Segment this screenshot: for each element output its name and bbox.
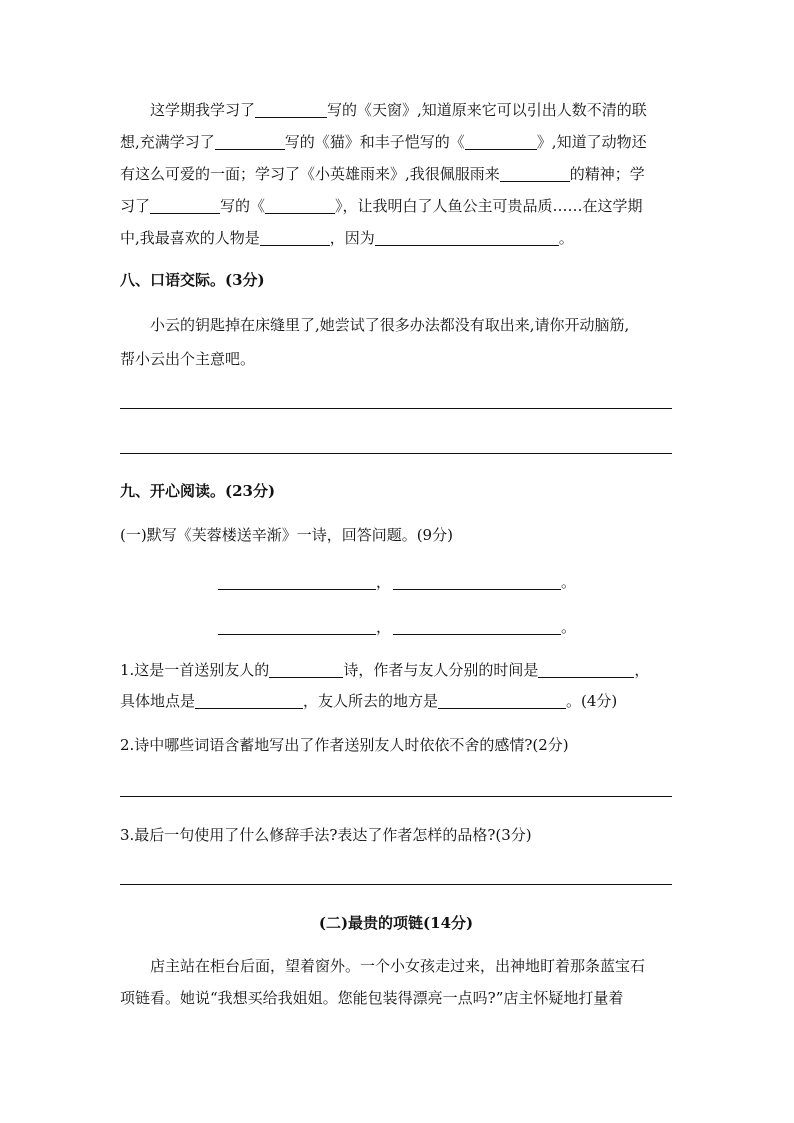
question-2: 2.诗中哪些词语含蓄地写出了作者送别友人时依依不舍的感情?(2分) [120, 736, 569, 754]
answer-blank[interactable] [215, 134, 285, 150]
story-line-1: 店主站在柜台后面，望着窗外。一个小女孩走过来，出神地盯着那条蓝宝石 [150, 957, 646, 975]
question-1-line-1: 1.这是一首送别友人的 诗，作者与友人分别的时间是 ， [120, 661, 650, 679]
fill-line-1: 这学期我学习了 写的《天窗》,知道原来它可以引出人数不清的联 [150, 101, 647, 119]
question-3: 3.最后一句使用了什么修辞手法?表达了作者怎样的品格?(3分) [120, 826, 532, 844]
answer-blank[interactable] [438, 693, 566, 709]
part-1-title: (一)默写《芙蓉楼送辛渐》一诗，回答问题。(9分) [120, 526, 453, 544]
poem-line-2: ， 。 [218, 617, 576, 637]
section-8-text-1: 小云的钥匙掉在床缝里了,她尝试了很多办法都没有取出来,请你开动脑筋, [150, 316, 630, 334]
answer-line[interactable] [120, 884, 672, 885]
fill-line-2: 想,充满学习了 写的《猫》和丰子恺写的《 》,知道了动物还 [120, 133, 647, 151]
answer-blank[interactable] [375, 230, 559, 246]
question-1-line-2: 具体地点是 ，友人所去的地方是 。(4分) [120, 692, 618, 710]
answer-blank[interactable] [265, 198, 335, 214]
answer-line[interactable] [120, 408, 672, 409]
fill-line-4: 习了 写的《 》，让我明白了人鱼公主可贵品质……在这学期 [120, 197, 643, 215]
answer-line[interactable] [120, 453, 672, 454]
poem-blank[interactable] [218, 619, 376, 635]
poem-blank[interactable] [393, 574, 561, 590]
poem-line-1: ， 。 [218, 572, 576, 592]
section-9-heading: 九、开心阅读。(23分) [120, 482, 276, 500]
fill-line-5: 中,我最喜欢的人物是 ，因为 。 [120, 229, 574, 247]
answer-blank[interactable] [150, 198, 220, 214]
poem-blank[interactable] [218, 574, 376, 590]
story-line-2: 项链看。她说“我想买给我姐姐。您能包装得漂亮一点吗?”店主怀疑地打量着 [120, 989, 624, 1007]
answer-blank[interactable] [260, 230, 330, 246]
section-8-heading: 八、口语交际。(3分) [120, 271, 265, 289]
answer-blank[interactable] [255, 102, 327, 118]
answer-blank[interactable] [269, 662, 343, 678]
answer-blank[interactable] [465, 134, 537, 150]
poem-blank[interactable] [393, 619, 561, 635]
fill-line-3: 有这么可爱的一面；学习了《小英雄雨来》,我很佩服雨来 的精神；学 [120, 165, 645, 183]
answer-blank[interactable] [195, 693, 303, 709]
part-2-title: (二)最贵的项链(14分) [318, 914, 474, 932]
answer-line[interactable] [120, 796, 672, 797]
answer-blank[interactable] [538, 662, 634, 678]
answer-blank[interactable] [500, 166, 570, 182]
section-8-text-2: 帮小云出个主意吧。 [120, 350, 256, 368]
